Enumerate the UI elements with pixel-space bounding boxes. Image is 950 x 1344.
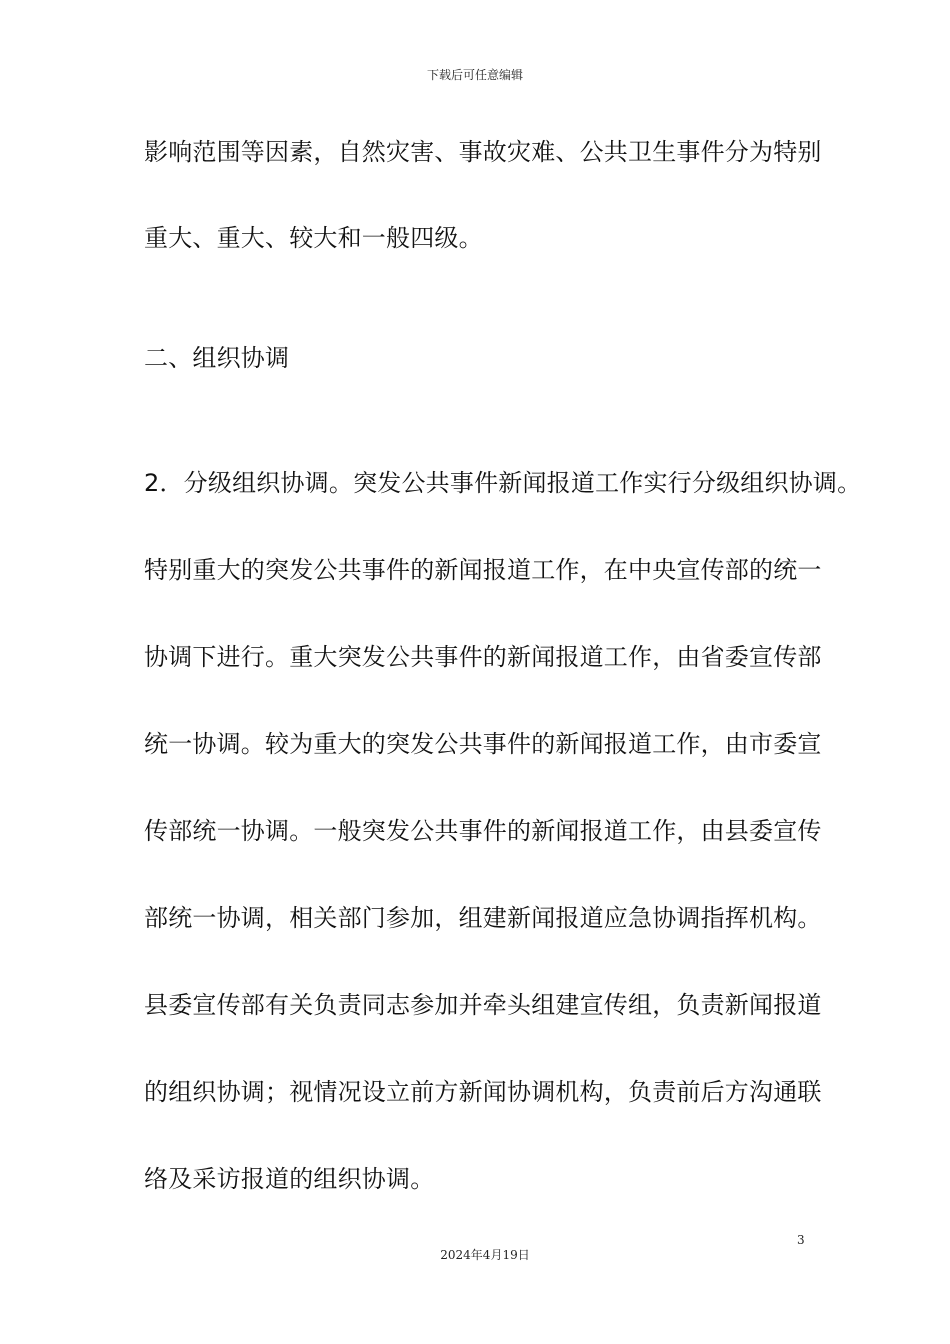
paragraph-line: 的组织协调；视情况设立前方新闻协调机构，负责前后方沟通联	[144, 1078, 822, 1106]
page-footer-date: 2024年4月19日	[440, 1248, 530, 1262]
page-number: 3	[797, 1233, 805, 1247]
paragraph-line: 传部统一协调。一般突发公共事件的新闻报道工作，由县委宣传	[144, 817, 822, 845]
paragraph-line: 县委宣传部有关负责同志参加并牵头组建宣传组，负责新闻报道	[144, 991, 822, 1019]
paragraph-line: 协调下进行。重大突发公共事件的新闻报道工作，由省委宣传部	[144, 643, 822, 671]
paragraph-line: 络及采访报道的组织协调。	[144, 1165, 435, 1193]
paragraph-line: 部统一协调，相关部门参加，组建新闻报道应急协调指挥机构。	[144, 904, 822, 932]
paragraph-line: 影响范围等因素，自然灾害、事故灾难、公共卫生事件分为特别	[144, 138, 822, 166]
paragraph-line: 重大、重大、较大和一般四级。	[144, 224, 483, 252]
page-header: 下载后可任意编辑	[426, 68, 523, 82]
paragraph-line: 2．分级组织协调。突发公共事件新闻报道工作实行分级组织协调。	[144, 469, 862, 497]
paragraph-line: 统一协调。较为重大的突发公共事件的新闻报道工作，由市委宣	[144, 730, 822, 758]
paragraph-line: 特别重大的突发公共事件的新闻报道工作，在中央宣传部的统一	[144, 556, 822, 584]
section-heading: 二、组织协调	[144, 344, 290, 372]
